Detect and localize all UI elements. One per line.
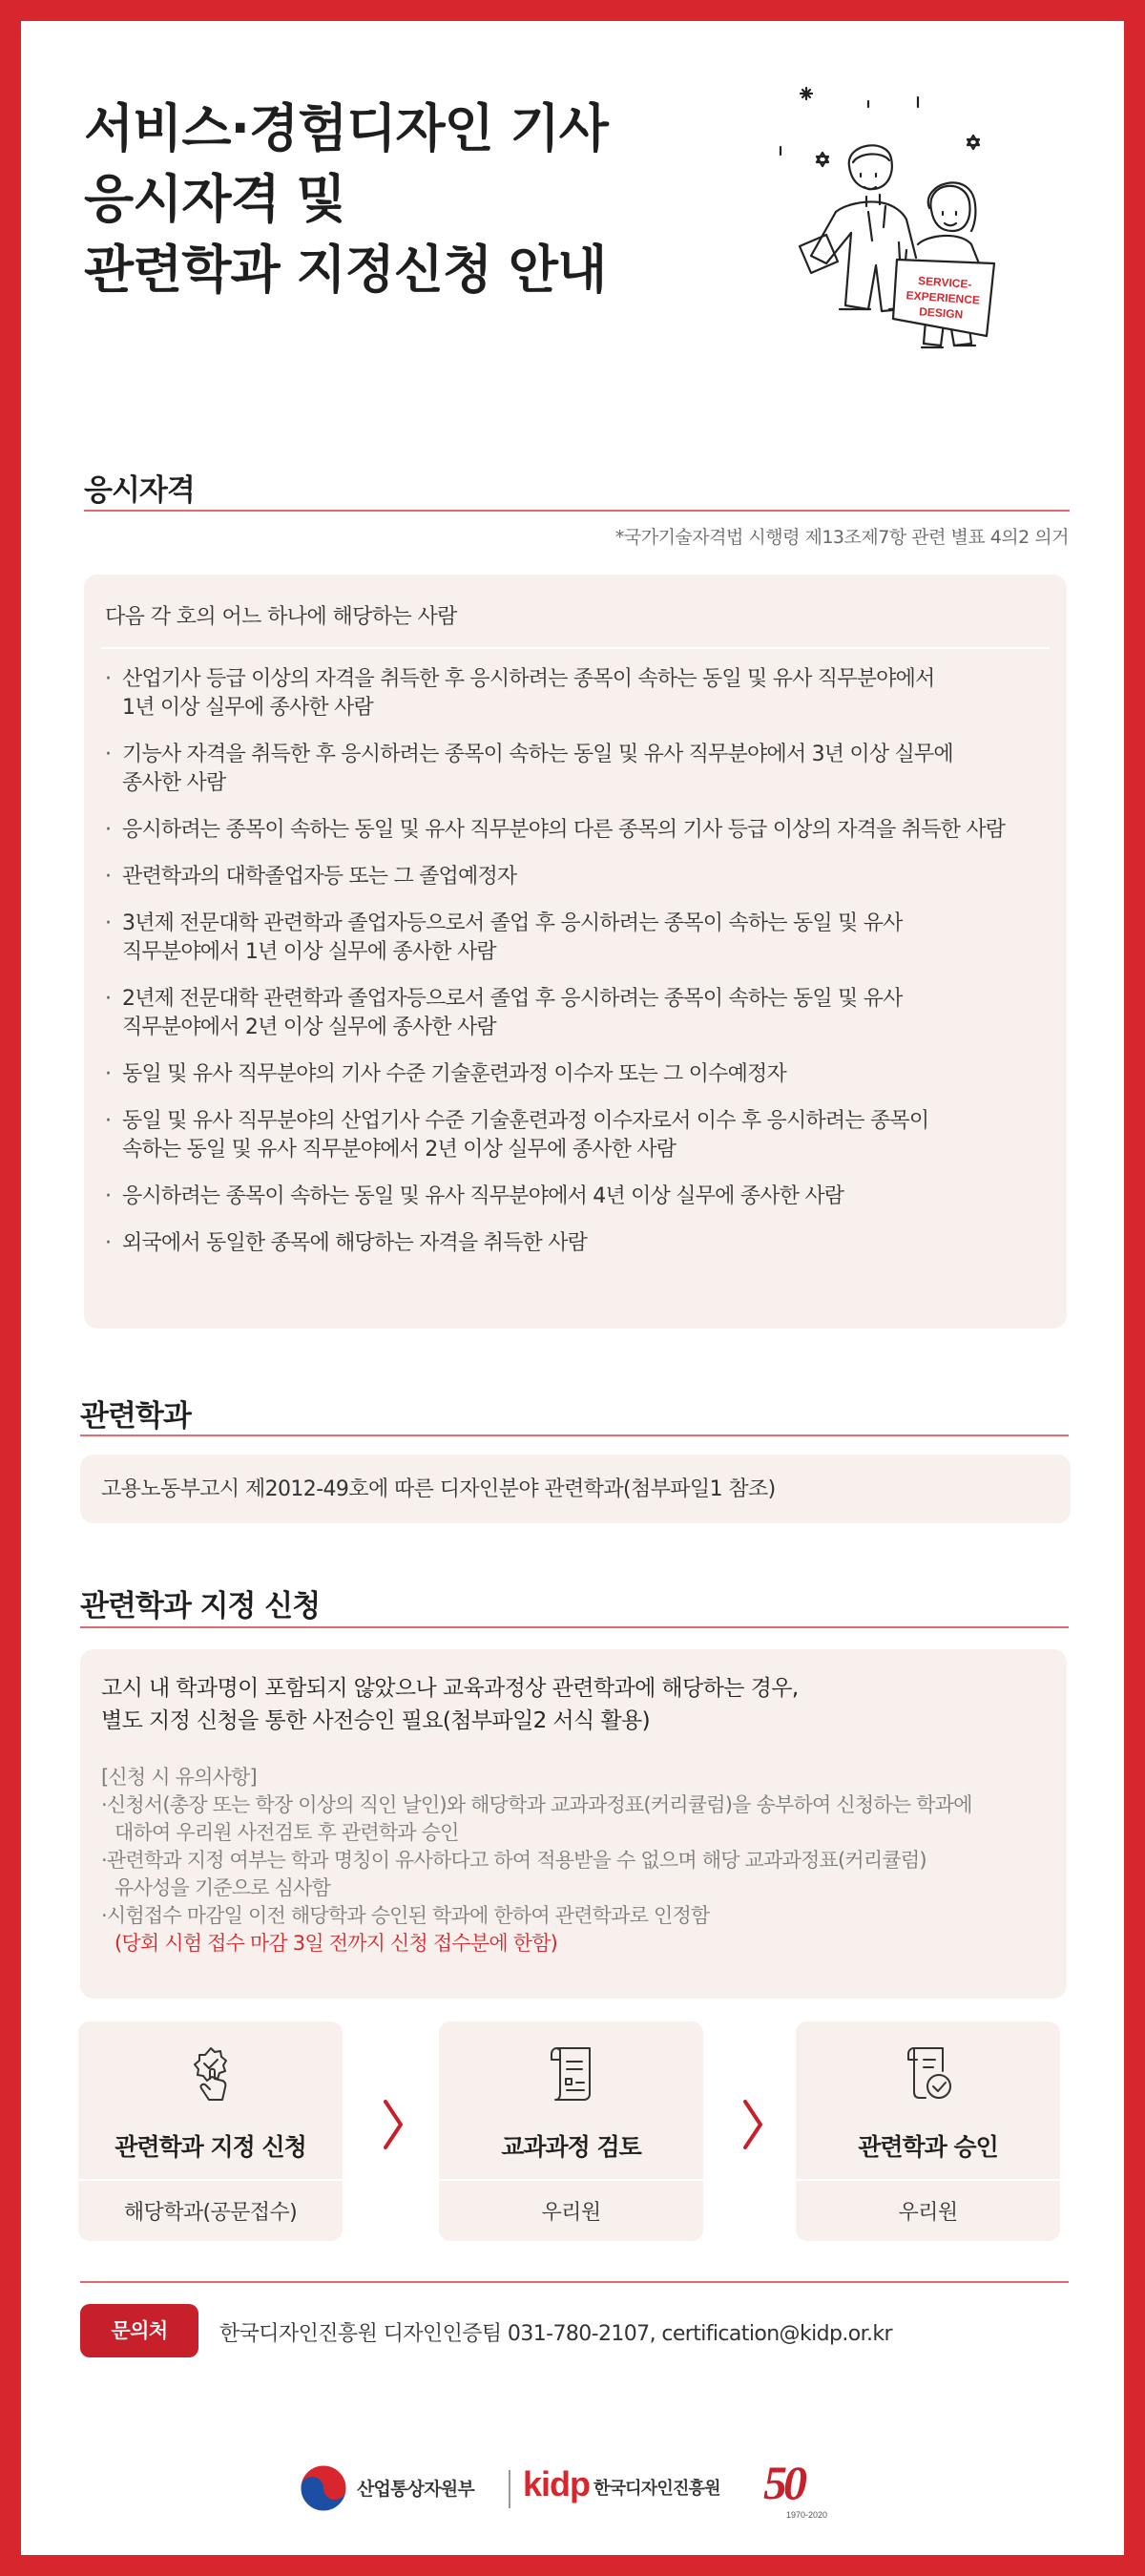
footer-divider [509, 2470, 510, 2508]
step-title: 관련학과 지정 신청 [114, 2133, 306, 2161]
document-approved-icon [903, 2044, 954, 2104]
list-item: · 응시하려는 종목이 속하는 동일 및 유사 직무분야의 다른 종목의 기사 등급 이상의 자격을 취득한 사람 [103, 816, 1067, 845]
list-item: · 응시하려는 종목이 속하는 동일 및 유사 직무분야에서 4년 이상 실무에 종사한 사람 [103, 1183, 1067, 1211]
step-subtitle: 우리원 [898, 2201, 958, 2225]
qualification-intro: 다음 각 호의 어느 하나에 해당하는 사람 [105, 605, 457, 629]
qualification-list [103, 665, 1067, 1276]
qualification-heading: 응시자격 [84, 473, 195, 508]
list-item: · 기능사 자격을 취득한 후 응시하려는 종목이 속하는 동일 및 유사 직무분야에서 3년 이상 실무에 종사한 사람 [103, 741, 1067, 798]
designation-intro: 고시 내 학과명이 포함되지 않았으나 교육과정상 관련학과에 해당하는 경우, 별도 지정 신청을 통한 사전승인 필요(첨부파일2 서식 활용) [101, 1676, 799, 1733]
legal-basis-note: *국가기술자격법 시행령 제13조제7항 관련 별표 4의2 의거 [614, 527, 1069, 548]
list-item: · 3년제 전문대학 관련학과 졸업자등으로서 졸업 후 응시하려는 종목이 속하는 동일 및 유사 직무분야에서 1년 이상 실무에 종사한 사람 [103, 910, 1067, 967]
kidp-name: 한국디자인진흥원 [593, 2479, 720, 2499]
step-subtitle: 해당학과(공문접수) [123, 2201, 298, 2225]
caution-item: ·관련학과 지정 여부는 학과 명칭이 유사하다고 하여 적용받을 수 없으며 해당 교과과정표(커리큘럼) [101, 1849, 926, 1872]
chevron-right-icon [739, 2098, 766, 2151]
related-dept-heading: 관련학과 [80, 1399, 191, 1434]
related-dept-rule [80, 1435, 1069, 1436]
hand-check-icon [185, 2044, 237, 2104]
step-review [439, 2021, 703, 2241]
caution-item: ·시험접수 마감일 이전 해당학과 승인된 학과에 한하여 관련학과로 인정함 [101, 1904, 710, 1927]
caution-notes: [신청 시 유의사항] ·신청서(총장 또는 학장 이상의 직인 날인)와 해당학과 교과과정표(커리큘럼)을 송부하여 신청하는 학과에 대하여 우리원 사전검토 후 관련학과 승인 ·관련학과 지정 여부는 학과 명칭이 유사하다고 하여 적용받을 수 없으며 해당 교과과정표(커리큘럼) 유사성을 기준으로 심사함 ·시험접수 마감일 이전 해당학과 승인된 학과에 한하여 관련학과로 인정함 (당회 시험 접수 마감 3일 전까지 신청 접수분에 한함) [101, 1764, 1055, 1958]
related-dept-text: 고용노동부고시 제2012-49호에 따른 디자인분야 관련학과(첨부파일1 참조) [101, 1477, 776, 1501]
step-subtitle: 우리원 [541, 2201, 601, 2225]
page-title [84, 94, 608, 305]
list-item: · 외국에서 동일한 종목에 해당하는 자격을 취득한 사람 [103, 1229, 1067, 1258]
qualification-rule [84, 510, 1070, 512]
title-line-2: 응시자격 및 [84, 169, 345, 229]
document-review-icon [546, 2044, 597, 2104]
designation-rule [80, 1626, 1069, 1628]
qualification-divider [101, 647, 1050, 649]
taegeuk-logo-icon [298, 2462, 349, 2514]
caution-title: [신청 시 유의사항] [101, 1766, 257, 1789]
list-item: · 산업기사 등급 이상의 자격을 취득한 후 응시하려는 종목이 속하는 동일 및 유사 직무분야에서 1년 이상 실무에 종사한 사람 [103, 665, 1067, 723]
svg-text:EXPERIENCE: EXPERIENCE [906, 288, 981, 307]
contact-label-badge: 문의처 [80, 2304, 198, 2357]
step-apply [78, 2021, 343, 2241]
title-line-1: 서비스·경험디자인 기사 [84, 98, 608, 158]
ministry-name: 산업통상자원부 [357, 2479, 474, 2500]
title-line-3: 관련학과 지정신청 안내 [84, 240, 607, 300]
anniversary-years: 1970-2020 [786, 2510, 828, 2520]
step-approve [796, 2021, 1060, 2241]
list-item: · 동일 및 유사 직무분야의 기사 수준 기술훈련과정 이수자 또는 그 이수예정자 [103, 1060, 1067, 1089]
list-item: · 동일 및 유사 직무분야의 산업기사 수준 기술훈련과정 이수자로서 이수 후 응시하려는 종목이 속하는 동일 및 유사 직무분야에서 2년 이상 실무에 종사한 사람 [103, 1107, 1067, 1164]
sign-banner [893, 260, 994, 336]
step-title: 교과과정 검토 [501, 2133, 641, 2161]
list-item: · 2년제 전문대학 관련학과 졸업자등으로서 졸업 후 응시하려는 종목이 속하는 동일 및 유사 직무분야에서 2년 이상 실무에 종사한 사람 [103, 985, 1067, 1042]
list-item: · 관련학과의 대학졸업자등 또는 그 졸업예정자 [103, 863, 1067, 891]
step-title: 관련학과 승인 [858, 2133, 998, 2161]
svg-text:SERVICE-: SERVICE- [917, 274, 972, 291]
deadline-note: (당회 시험 접수 마감 3일 전까지 신청 접수분에 한함) [114, 1932, 558, 1955]
kidp-logo: kidp [523, 2464, 591, 2503]
contact-info: 한국디자인진흥원 디자인인증팀 031-780-2107, certification@kidp.or.kr [219, 2322, 892, 2346]
svg-text:DESIGN: DESIGN [918, 304, 964, 322]
anniversary-logo: 50 [763, 2456, 803, 2509]
contact-rule [80, 2281, 1069, 2283]
chevron-right-icon [380, 2098, 406, 2151]
people-holding-sign-illustration [754, 69, 1059, 403]
designation-heading: 관련학과 지정 신청 [80, 1589, 321, 1623]
caution-item: ·신청서(총장 또는 학장 이상의 직인 날인)와 해당학과 교과과정표(커리큘럼)을 송부하여 신청하는 학과에 [101, 1793, 972, 1816]
